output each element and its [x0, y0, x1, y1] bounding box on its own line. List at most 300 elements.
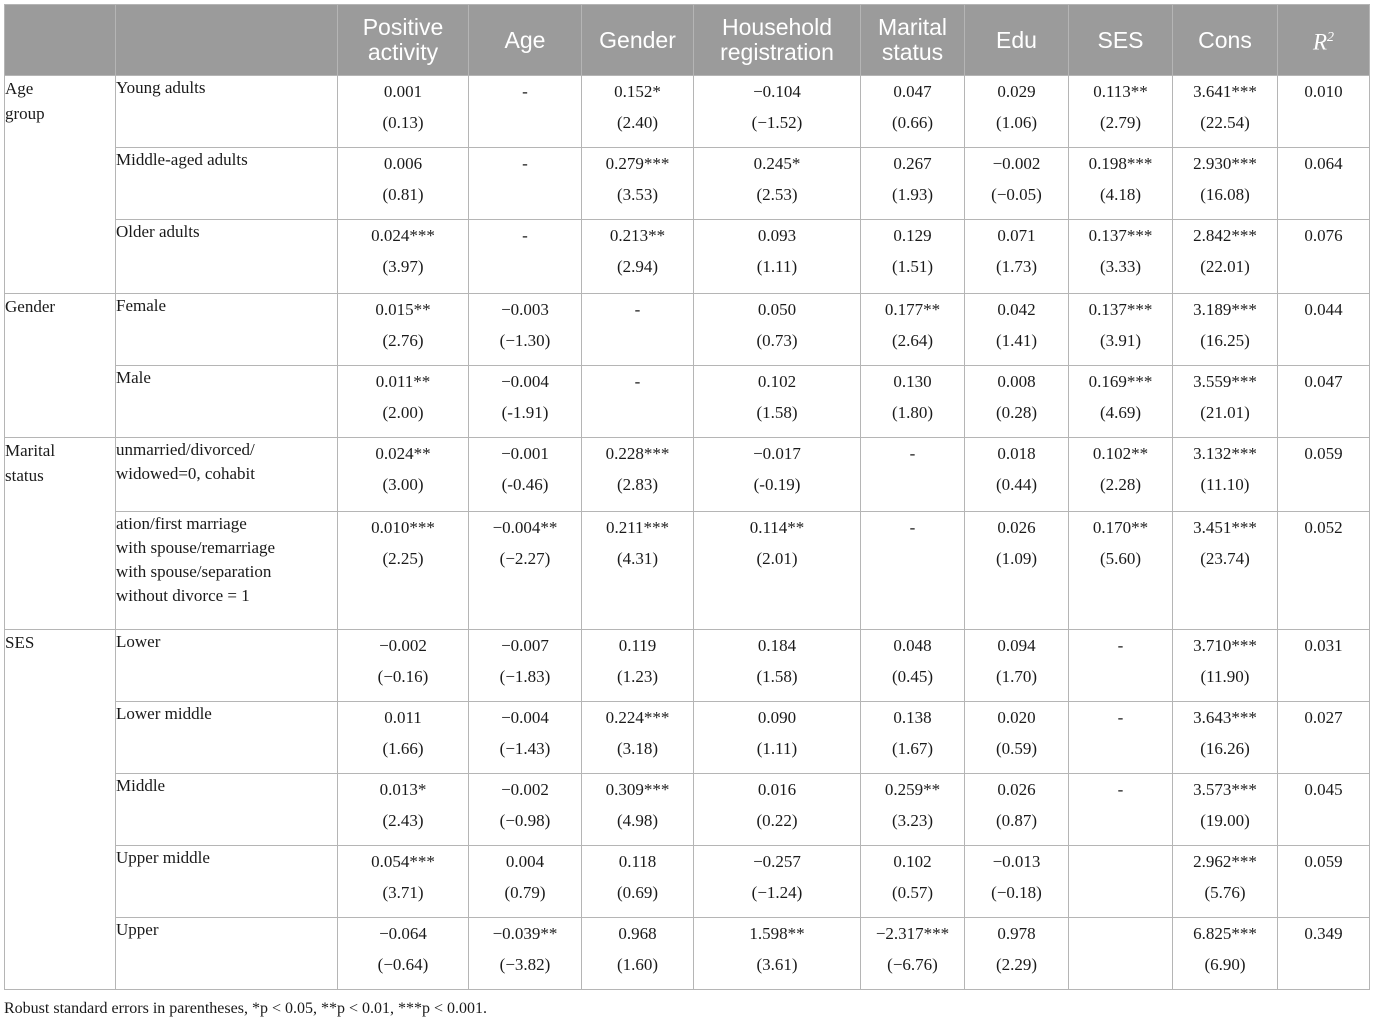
table-row: [5, 294, 1370, 366]
t-statistic-value: (−1.52): [751, 113, 803, 132]
t-statistic-value: (−1.43): [499, 739, 551, 758]
cell-marital-status: [861, 438, 965, 512]
cell-marital-status: [861, 918, 965, 990]
r-squared-letter: R: [1312, 29, 1328, 55]
coefficient-value: 0.130: [893, 372, 932, 391]
cell-edu: [965, 918, 1069, 990]
cell-age: [469, 512, 582, 630]
header-positive-activity: Positive activity: [338, 5, 469, 76]
t-statistic-value: (6.90): [1204, 955, 1246, 974]
cell-age: [469, 76, 582, 148]
coefficient-value: 2.930***: [1193, 154, 1257, 173]
coefficient-value: 0.026: [997, 518, 1036, 537]
coefficient-value: 6.825***: [1193, 924, 1257, 943]
coefficient-value: 3.573***: [1193, 780, 1257, 799]
header-age: Age: [469, 5, 582, 76]
cell-gender: [582, 918, 694, 990]
coefficient-value: 2.842***: [1193, 226, 1257, 245]
coefficient-value: −0.007: [501, 636, 549, 655]
row-label: Upper middle: [116, 846, 338, 918]
table-row: [5, 512, 1370, 630]
cell-ses: [1069, 294, 1173, 366]
cell-household-registration: [694, 702, 861, 774]
cell-positive-activity: [338, 512, 469, 630]
group-label: Gender: [5, 294, 116, 438]
coefficient-value: 0.059: [1304, 852, 1343, 871]
cell-positive-activity: [338, 438, 469, 512]
coefficient-value: -: [522, 154, 528, 173]
t-statistic-value: (1.66): [382, 739, 424, 758]
t-statistic-value: (0.13): [382, 113, 424, 132]
table-footnote: Robust standard errors in parentheses, *p < 0.05, **p < 0.01, ***p < 0.001.: [4, 1000, 488, 1017]
cell-r-squared: [1278, 148, 1370, 220]
cell-ses: [1069, 630, 1173, 702]
table-row: [5, 702, 1370, 774]
cell-cons: [1173, 438, 1278, 512]
cell-age: [469, 630, 582, 702]
t-statistic-value: (3.00): [382, 475, 424, 494]
t-statistic-value: (0.22): [756, 811, 798, 830]
cell-age: [469, 918, 582, 990]
coefficient-value: 0.102: [757, 372, 797, 391]
coefficient-value: 0.016: [757, 780, 797, 799]
t-statistic-value: (−1.83): [499, 667, 551, 686]
t-statistic-value: (1.41): [995, 331, 1038, 350]
cell-marital-status: [861, 774, 965, 846]
coefficient-value: 0.006: [383, 154, 423, 173]
t-statistic-value: (23.74): [1200, 549, 1250, 568]
row-label: Male: [116, 366, 338, 438]
t-statistic-value: (−0.18): [991, 883, 1042, 902]
t-statistic-value: (−0.98): [499, 811, 551, 830]
cell-r-squared: [1278, 438, 1370, 512]
t-statistic-value: (0.69): [616, 883, 659, 902]
t-statistic-value: (16.25): [1200, 331, 1250, 350]
coefficient-value: 3.559***: [1193, 372, 1257, 391]
t-statistic-value: (2.40): [616, 113, 659, 132]
t-statistic-value: (−0.05): [991, 185, 1042, 204]
coefficient-value: 0.048: [893, 636, 932, 655]
t-statistic-value: (−2.27): [499, 549, 551, 568]
cell-marital-status: [861, 630, 965, 702]
t-statistic-value: (3.53): [616, 185, 659, 204]
t-statistic-value: (2.29): [995, 955, 1038, 974]
t-statistic-value: (2.28): [1099, 475, 1142, 494]
t-statistic-value: (1.11): [756, 257, 798, 276]
cell-cons: [1173, 366, 1278, 438]
cell-edu: [965, 702, 1069, 774]
coefficient-value: −0.004: [501, 708, 549, 727]
coefficient-value: −0.013: [992, 852, 1041, 871]
coefficient-value: 0.011**: [375, 372, 431, 391]
coefficient-value: 0.245*: [753, 154, 801, 173]
t-statistic-value: (0.87): [995, 811, 1038, 830]
coefficient-value: 0.044: [1304, 300, 1343, 319]
coefficient-value: 0.008: [997, 372, 1036, 391]
cell-cons: [1173, 294, 1278, 366]
coefficient-value: 0.349: [1304, 924, 1343, 943]
coefficient-value: 0.047: [893, 82, 932, 101]
cell-household-registration: [694, 294, 861, 366]
t-statistic-value: (2.53): [756, 185, 798, 204]
cell-ses: [1069, 512, 1173, 630]
coefficient-value: 0.279***: [605, 154, 670, 173]
table-row: [5, 438, 1370, 512]
table-row: [5, 76, 1370, 148]
regression-table: [4, 4, 1370, 990]
coefficient-value: -: [1117, 708, 1124, 727]
row-label: ation/first marriage with spouse/remarriage with spouse/separation without divorce = 1: [116, 512, 338, 630]
cell-gender: [582, 294, 694, 366]
coefficient-value: 0.020: [997, 708, 1036, 727]
t-statistic-value: (11.10): [1200, 475, 1250, 494]
cell-r-squared: [1278, 76, 1370, 148]
header-gender: Gender: [582, 5, 694, 76]
t-statistic-value: (−0.16): [377, 667, 429, 686]
cell-positive-activity: [338, 76, 469, 148]
coefficient-value: -: [522, 226, 528, 245]
coefficient-value: 0.090: [757, 708, 797, 727]
row-label: Young adults: [116, 76, 338, 148]
t-statistic-value: (3.91): [1099, 331, 1142, 350]
cell-positive-activity: [338, 148, 469, 220]
cell-edu: [965, 76, 1069, 148]
t-statistic-value: (19.00): [1200, 811, 1250, 830]
coefficient-value: 0.024***: [371, 226, 435, 245]
cell-positive-activity: [338, 294, 469, 366]
t-statistic-value: (1.60): [616, 955, 659, 974]
cell-edu: [965, 846, 1069, 918]
t-statistic-value: (1.73): [995, 257, 1038, 276]
table-row: [5, 366, 1370, 438]
coefficient-value: 0.001: [383, 82, 423, 101]
t-statistic-value: (22.54): [1200, 113, 1250, 132]
cell-positive-activity: [338, 918, 469, 990]
cell-household-registration: [694, 366, 861, 438]
cell-edu: [965, 512, 1069, 630]
cell-edu: [965, 630, 1069, 702]
t-statistic-value: (2.94): [616, 257, 659, 276]
coefficient-value: 0.026: [997, 780, 1036, 799]
t-statistic-value: (5.76): [1204, 883, 1246, 902]
cell-gender: [582, 438, 694, 512]
cell-positive-activity: [338, 630, 469, 702]
coefficient-value: 2.962***: [1193, 852, 1257, 871]
coefficient-value: 0.042: [997, 300, 1036, 319]
t-statistic-value: (−1.30): [499, 331, 551, 350]
coefficient-value: 0.137***: [1088, 300, 1153, 319]
coefficient-value: 0.170**: [1092, 518, 1149, 537]
cell-r-squared: [1278, 918, 1370, 990]
cell-household-registration: [694, 512, 861, 630]
t-statistic-value: (2.76): [382, 331, 424, 350]
t-statistic-value: (3.23): [891, 811, 934, 830]
cell-age: [469, 702, 582, 774]
cell-household-registration: [694, 774, 861, 846]
coefficient-value: −0.002: [379, 636, 427, 655]
coefficient-value: −0.104: [753, 82, 801, 101]
row-label: Female: [116, 294, 338, 366]
cell-marital-status: [861, 366, 965, 438]
coefficient-value: 0.015**: [375, 300, 431, 319]
header-edu: Edu: [965, 5, 1069, 76]
cell-positive-activity: [338, 366, 469, 438]
coefficient-value: 0.027: [1304, 708, 1343, 727]
coefficient-value: 0.228***: [605, 444, 670, 463]
coefficient-value: 0.213**: [609, 226, 666, 245]
cell-r-squared: [1278, 846, 1370, 918]
group-label: Age group: [5, 76, 116, 294]
cell-positive-activity: [338, 774, 469, 846]
coefficient-value: −0.001: [501, 444, 549, 463]
header-row: [5, 5, 1370, 76]
header-r-squared: [1278, 5, 1370, 76]
cell-gender: [582, 148, 694, 220]
cell-gender: [582, 76, 694, 148]
t-statistic-value: (1.06): [995, 113, 1038, 132]
coefficient-value: 0.177**: [884, 300, 941, 319]
cell-cons: [1173, 512, 1278, 630]
t-statistic-value: (1.58): [756, 403, 798, 422]
coefficient-value: 1.598**: [749, 924, 805, 943]
cell-age: [469, 774, 582, 846]
cell-household-registration: [694, 220, 861, 294]
coefficient-value: 0.064: [1304, 154, 1343, 173]
coefficient-value: 0.018: [997, 444, 1036, 463]
cell-cons: [1173, 76, 1278, 148]
coefficient-value: 3.132***: [1193, 444, 1257, 463]
cell-age: [469, 846, 582, 918]
cell-ses: [1069, 918, 1173, 990]
t-statistic-value: (2.00): [382, 403, 424, 422]
t-statistic-value: (1.58): [756, 667, 798, 686]
t-statistic-value: (0.66): [891, 113, 934, 132]
t-statistic-value: (4.18): [1099, 185, 1142, 204]
coefficient-value: 0.024**: [375, 444, 431, 463]
cell-positive-activity: [338, 846, 469, 918]
cell-positive-activity: [338, 220, 469, 294]
t-statistic-value: (1.70): [995, 667, 1038, 686]
t-statistic-value: (4.31): [616, 549, 659, 568]
coefficient-value: 0.129: [893, 226, 932, 245]
cell-cons: [1173, 630, 1278, 702]
cell-household-registration: [694, 630, 861, 702]
cell-cons: [1173, 148, 1278, 220]
cell-cons: [1173, 918, 1278, 990]
t-statistic-value: (−3.82): [499, 955, 551, 974]
t-statistic-value: (−1.24): [751, 883, 803, 902]
cell-gender: [582, 702, 694, 774]
coefficient-value: 0.094: [997, 636, 1036, 655]
coefficient-value: 0.968: [618, 924, 657, 943]
t-statistic-value: (1.80): [891, 403, 934, 422]
coefficient-value: 0.102: [893, 852, 932, 871]
t-statistic-value: (0.28): [995, 403, 1038, 422]
t-statistic-value: (4.69): [1099, 403, 1142, 422]
t-statistic-value: (16.08): [1200, 185, 1250, 204]
coefficient-value: 0.113**: [1093, 82, 1148, 101]
row-label: Upper: [116, 918, 338, 990]
t-statistic-value: (3.71): [382, 883, 424, 902]
coefficient-value: -: [909, 444, 916, 463]
row-label: Middle-aged adults: [116, 148, 338, 220]
coefficient-value: 0.052: [1304, 518, 1343, 537]
cell-household-registration: [694, 438, 861, 512]
t-statistic-value: (-0.46): [501, 475, 549, 494]
coefficient-value: 0.011: [384, 708, 422, 727]
coefficient-value: -: [522, 82, 528, 101]
coefficient-value: −2.317***: [875, 924, 950, 943]
cell-marital-status: [861, 846, 965, 918]
t-statistic-value: (−6.76): [887, 955, 938, 974]
coefficient-value: 0.978: [997, 924, 1036, 943]
coefficient-value: 0.169***: [1088, 372, 1153, 391]
cell-age: [469, 294, 582, 366]
cell-age: [469, 438, 582, 512]
cell-ses: [1069, 702, 1173, 774]
coefficient-value: −0.017: [753, 444, 801, 463]
row-label: Older adults: [116, 220, 338, 294]
coefficient-value: −0.004**: [492, 518, 558, 537]
coefficient-value: −0.064: [379, 924, 427, 943]
cell-household-registration: [694, 918, 861, 990]
group-label: SES: [5, 630, 116, 990]
coefficient-value: 0.010: [1304, 82, 1343, 101]
t-statistic-value: (0.73): [756, 331, 798, 350]
cell-household-registration: [694, 148, 861, 220]
coefficient-value: 0.047: [1304, 372, 1343, 391]
t-statistic-value: (1.67): [891, 739, 934, 758]
t-statistic-value: (3.61): [756, 955, 798, 974]
cell-positive-activity: [338, 702, 469, 774]
coefficient-value: 0.004: [505, 852, 545, 871]
coefficient-value: 3.189***: [1193, 300, 1257, 319]
t-statistic-value: (2.64): [891, 331, 934, 350]
cell-edu: [965, 774, 1069, 846]
group-label: Marital status: [5, 438, 116, 630]
cell-age: [469, 366, 582, 438]
cell-r-squared: [1278, 774, 1370, 846]
coefficient-value: 0.010***: [371, 518, 435, 537]
t-statistic-value: (5.60): [1099, 549, 1142, 568]
coefficient-value: 0.076: [1304, 226, 1343, 245]
cell-marital-status: [861, 148, 965, 220]
t-statistic-value: (1.23): [616, 667, 659, 686]
t-statistic-value: (22.01): [1200, 257, 1250, 276]
cell-ses: [1069, 438, 1173, 512]
coefficient-value: 0.152*: [614, 82, 661, 101]
cell-edu: [965, 148, 1069, 220]
cell-ses: [1069, 76, 1173, 148]
coefficient-value: −0.003: [501, 300, 549, 319]
table-row: [5, 846, 1370, 918]
table-body: [5, 76, 1370, 990]
coefficient-value: -: [634, 372, 641, 391]
cell-edu: [965, 220, 1069, 294]
cell-cons: [1173, 702, 1278, 774]
header-ses: SES: [1069, 5, 1173, 76]
cell-marital-status: [861, 294, 965, 366]
cell-r-squared: [1278, 702, 1370, 774]
t-statistic-value: (3.18): [616, 739, 659, 758]
coefficient-value: −0.039**: [492, 924, 558, 943]
coefficient-value: 0.031: [1304, 636, 1343, 655]
t-statistic-value: (11.90): [1200, 667, 1250, 686]
cell-cons: [1173, 846, 1278, 918]
coefficient-value: -: [909, 518, 916, 537]
coefficient-value: 0.138: [893, 708, 932, 727]
table-row: [5, 630, 1370, 702]
t-statistic-value: (-1.91): [501, 403, 549, 422]
coefficient-value: -: [1117, 636, 1124, 655]
cell-gender: [582, 512, 694, 630]
t-statistic-value: (-0.19): [753, 475, 801, 494]
cell-edu: [965, 438, 1069, 512]
cell-cons: [1173, 220, 1278, 294]
t-statistic-value: (3.33): [1099, 257, 1142, 276]
header-cons: Cons: [1173, 5, 1278, 76]
t-statistic-value: (2.25): [382, 549, 424, 568]
t-statistic-value: (0.57): [891, 883, 934, 902]
cell-marital-status: [861, 220, 965, 294]
cell-r-squared: [1278, 630, 1370, 702]
table-row: [5, 774, 1370, 846]
cell-ses: [1069, 148, 1173, 220]
cell-gender: [582, 774, 694, 846]
cell-marital-status: [861, 76, 965, 148]
t-statistic-value: (0.79): [504, 883, 546, 902]
coefficient-value: 0.267: [893, 154, 932, 173]
coefficient-value: 0.013*: [379, 780, 427, 799]
cell-household-registration: [694, 76, 861, 148]
t-statistic-value: (3.97): [382, 257, 424, 276]
coefficient-value: −0.004: [501, 372, 549, 391]
coefficient-value: 0.137***: [1088, 226, 1153, 245]
cell-ses: [1069, 220, 1173, 294]
coefficient-value: 0.118: [618, 852, 657, 871]
cell-ses: [1069, 846, 1173, 918]
cell-ses: [1069, 366, 1173, 438]
cell-r-squared: [1278, 294, 1370, 366]
cell-ses: [1069, 774, 1173, 846]
coefficient-value: 0.198***: [1088, 154, 1153, 173]
coefficient-value: 0.071: [997, 226, 1036, 245]
coefficient-value: 0.224***: [605, 708, 670, 727]
coefficient-value: 0.119: [618, 636, 657, 655]
cell-marital-status: [861, 702, 965, 774]
coefficient-value: 0.211***: [605, 518, 670, 537]
cell-gender: [582, 630, 694, 702]
cell-r-squared: [1278, 512, 1370, 630]
cell-r-squared: [1278, 366, 1370, 438]
row-label: Middle: [116, 774, 338, 846]
coefficient-value: 0.054***: [371, 852, 435, 871]
coefficient-value: 0.045: [1304, 780, 1343, 799]
t-statistic-value: (1.09): [995, 549, 1038, 568]
header-marital-status: Marital status: [861, 5, 965, 76]
cell-edu: [965, 366, 1069, 438]
coefficient-value: -: [1117, 780, 1124, 799]
regression-table-container: [4, 4, 1369, 990]
row-label: Lower: [116, 630, 338, 702]
cell-marital-status: [861, 512, 965, 630]
coefficient-value: 0.029: [997, 82, 1036, 101]
table-row: [5, 918, 1370, 990]
t-statistic-value: (16.26): [1200, 739, 1250, 758]
t-statistic-value: (0.45): [891, 667, 934, 686]
coefficient-value: −0.002: [992, 154, 1041, 173]
coefficient-value: 0.114**: [749, 518, 805, 537]
